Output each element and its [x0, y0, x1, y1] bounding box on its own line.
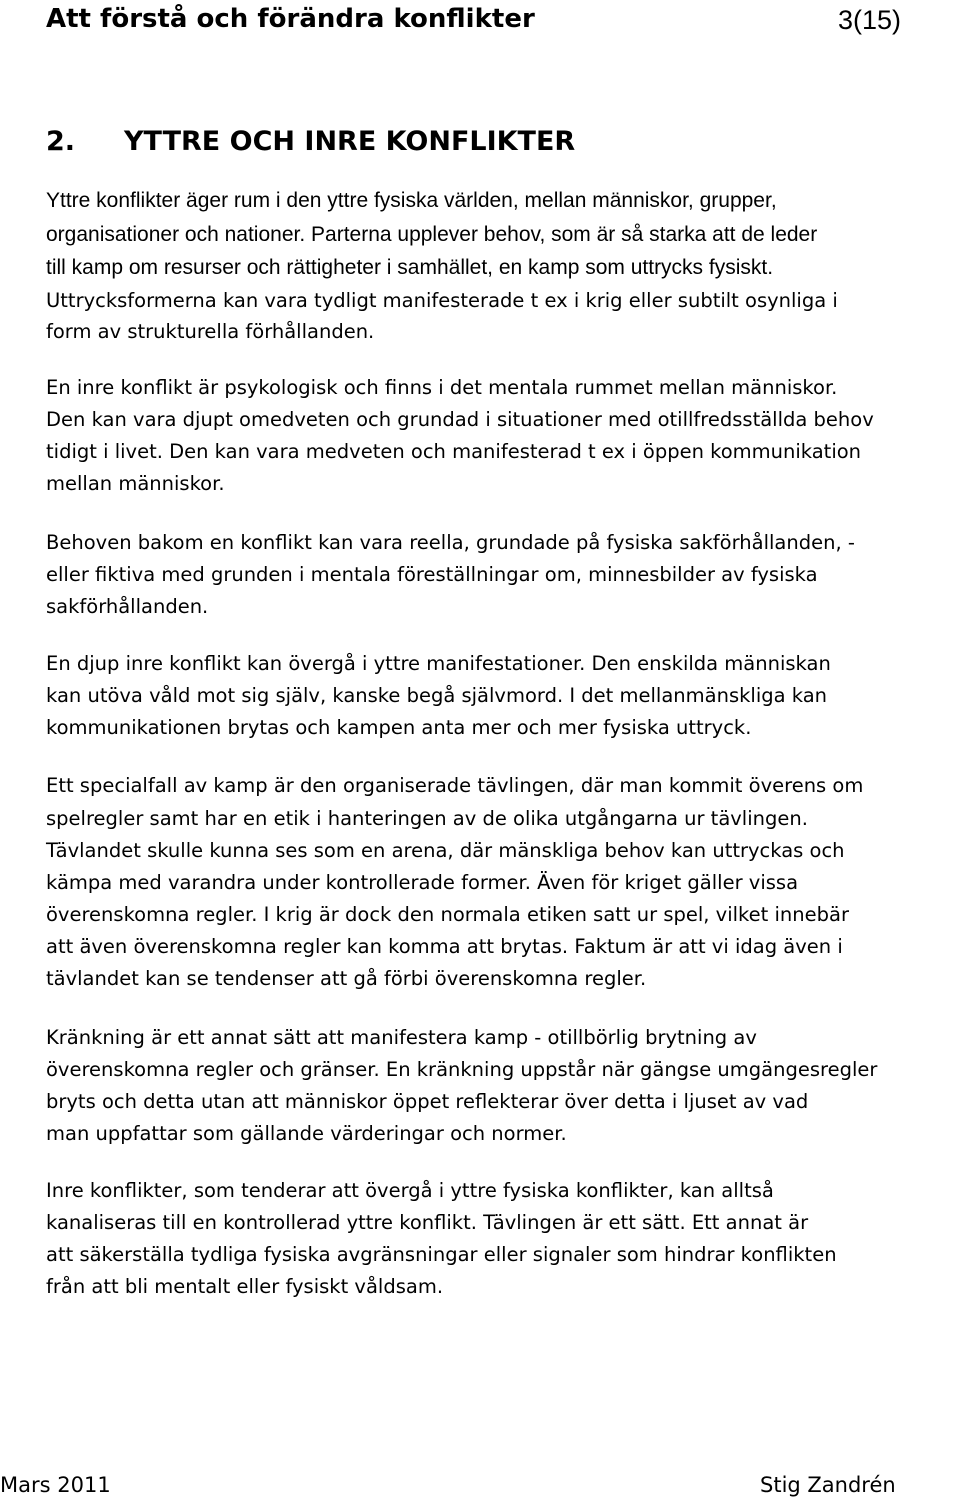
paragraph-line: En djup inre konflikt kan övergå i yttre manifestationer. Den enskilda människan — [46, 652, 831, 675]
section-number: 2. — [46, 126, 76, 157]
paragraph-line: överenskomna regler och gränser. En kränkning uppstår när gängse umgängesregler — [46, 1058, 878, 1081]
footer-author: Stig Zandrén — [760, 1473, 896, 1497]
paragraph-line: tävlandet kan se tendenser att gå förbi överenskomna regler. — [46, 967, 647, 990]
paragraph-line: spelregler samt har en etik i hanteringen av de olika utgångarna ur tävlingen. — [46, 807, 808, 830]
paragraph-line: kämpa med varandra under kontrollerade former. Även för kriget gäller vissa — [46, 871, 799, 894]
paragraph-line: Inre konflikter, som tenderar att övergå i yttre fysiska konflikter, kan alltså — [46, 1179, 774, 1202]
paragraph-line: kommunikationen brytas och kampen anta mer och mer fysiska uttryck. — [46, 716, 752, 739]
paragraph-line: Tävlandet skulle kunna ses som en arena, där mänskliga behov kan uttryckas och — [46, 839, 845, 862]
paragraph-line: Den kan vara djupt omedveten och grundad i situationer med otillfredsställda behov — [46, 408, 874, 431]
paragraph-line: överenskomna regler. I krig är dock den normala etiken satt ur spel, vilket innebär — [46, 903, 849, 926]
paragraph-line: från att bli mentalt eller fysiskt våldsam. — [46, 1275, 444, 1298]
paragraph-line: form av strukturella förhållanden. — [46, 320, 375, 343]
document-title: Att förstå och förändra konflikter — [46, 4, 535, 34]
paragraph-line: Ett specialfall av kamp är den organiserade tävlingen, där man kommit överens om — [46, 774, 864, 797]
paragraph-line: eller fiktiva med grunden i mentala föreställningar om, minnesbilder av fysiska — [46, 563, 818, 586]
paragraph-line: till kamp om resurser och rättigheter i samhället, en kamp som uttrycks fysiskt. — [46, 256, 774, 279]
paragraph-line: mellan människor. — [46, 472, 225, 495]
section-title: YTTRE OCH INRE KONFLIKTER — [124, 126, 576, 157]
paragraph-line: Uttrycksformerna kan vara tydligt manifesterade t ex i krig eller subtilt osynliga i — [46, 289, 838, 312]
paragraph-line: Behoven bakom en konflikt kan vara reella, grundade på fysiska sakförhållanden, - — [46, 531, 855, 554]
paragraph-line: kan utöva våld mot sig själv, kanske begå självmord. I det mellanmänskliga kan — [46, 684, 828, 707]
section-heading — [46, 124, 575, 160]
paragraph-line: organisationer och nationer. Parterna upplever behov, som är så starka att de leder — [46, 223, 818, 246]
page-number: 3(15) — [838, 5, 902, 35]
footer-date: Mars 2011 — [0, 1473, 111, 1497]
paragraph-line: sakförhållanden. — [46, 595, 209, 618]
paragraph-line: tidigt i livet. Den kan vara medveten och manifesterad t ex i öppen kommunikation — [46, 440, 862, 463]
paragraph-line: man uppfattar som gällande värderingar och normer. — [46, 1122, 567, 1145]
paragraph-line: Yttre konflikter äger rum i den yttre fysiska världen, mellan människor, grupper, — [46, 189, 777, 212]
paragraph-line: kanaliseras till en kontrollerad yttre konflikt. Tävlingen är ett sätt. Ett annat är — [46, 1211, 809, 1234]
paragraph-line: att säkerställa tydliga fysiska avgränsningar eller signaler som hindrar konflikten — [46, 1243, 837, 1266]
paragraph-line: Kränkning är ett annat sätt att manifestera kamp - otillbörlig brytning av — [46, 1026, 757, 1049]
paragraph-line: att även överenskomna regler kan komma att brytas. Faktum är att vi idag även i — [46, 935, 843, 958]
paragraph-line: En inre konflikt är psykologisk och finns i det mentala rummet mellan människor. — [46, 376, 838, 399]
paragraph-line: bryts och detta utan att människor öppet reflekterar över detta i ljuset av vad — [46, 1090, 809, 1113]
